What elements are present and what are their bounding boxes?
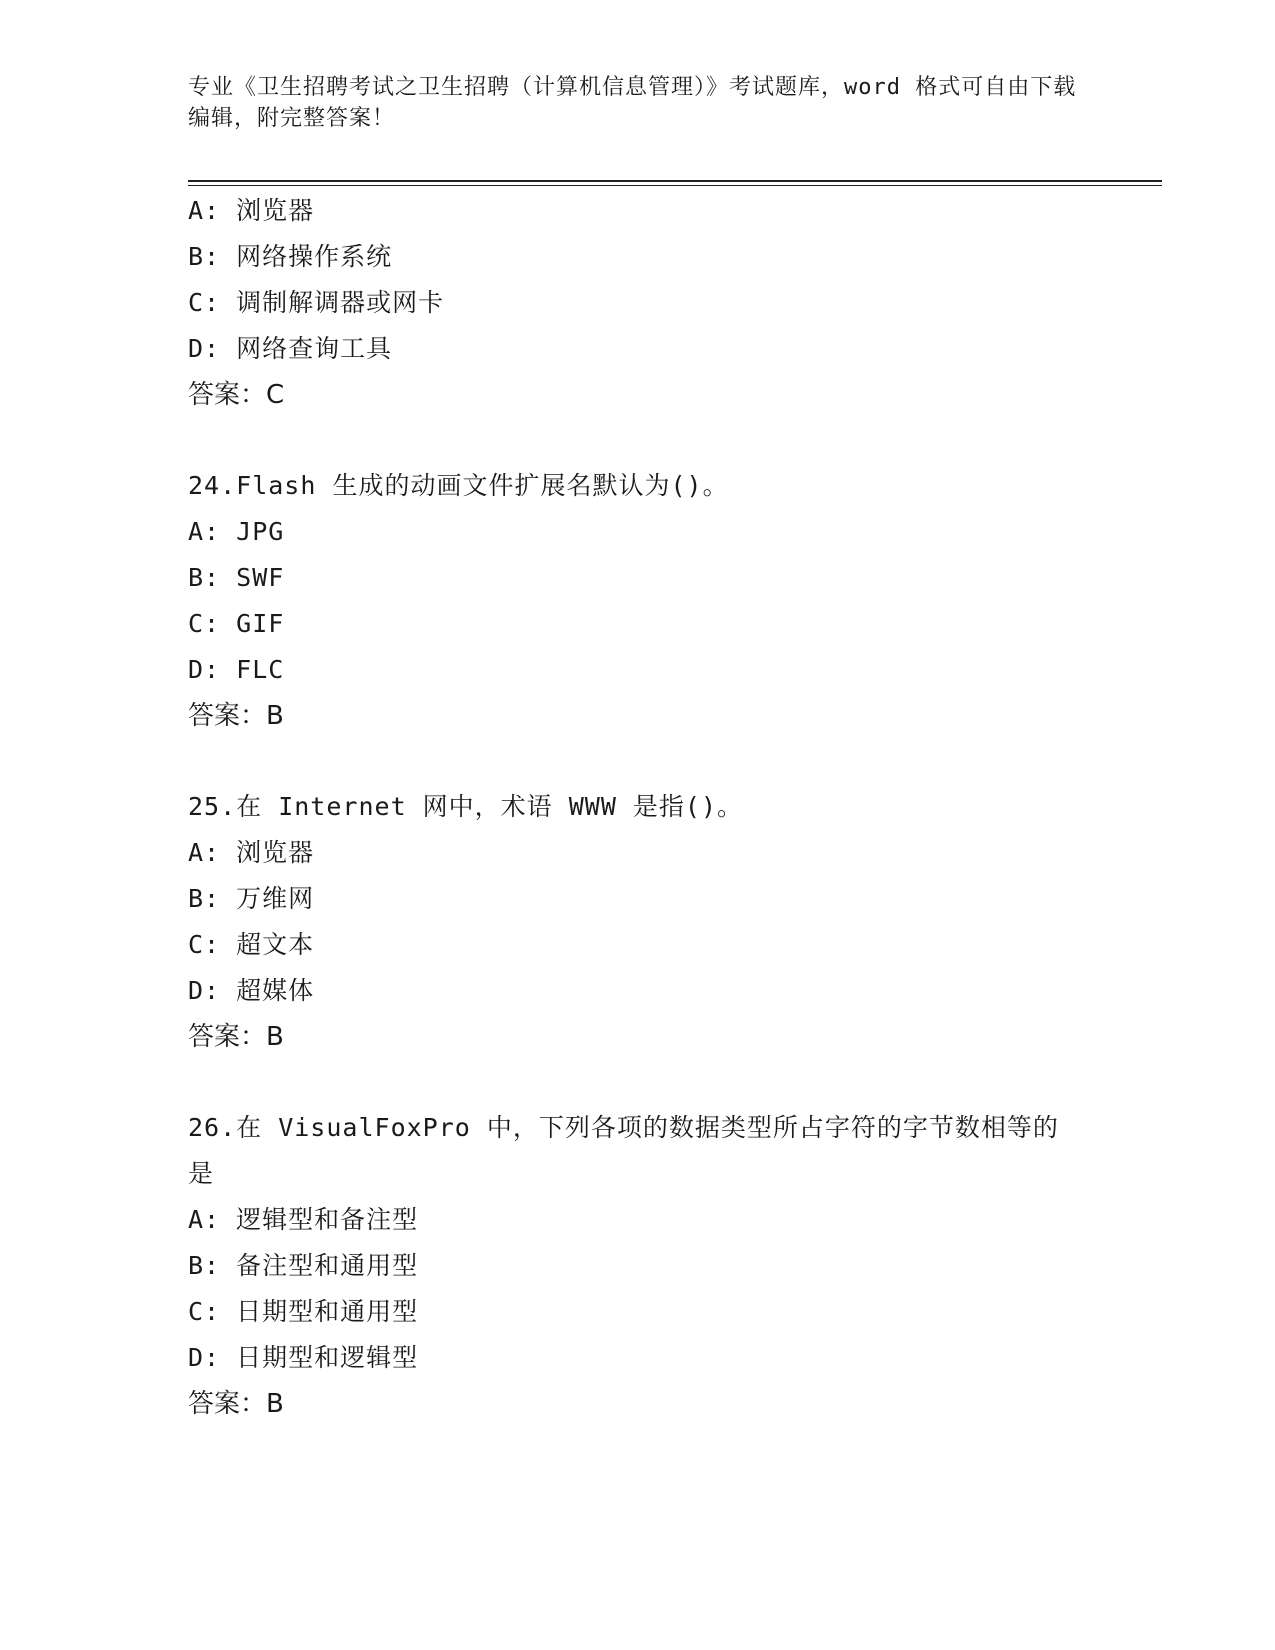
option-c: C: GIF	[188, 609, 285, 638]
question-stem: 26.在 VisualFoxPro 中，下列各项的数据类型所占字符的字节数相等的是	[188, 1113, 1059, 1188]
answer-line: 答案：B	[188, 1022, 284, 1052]
question-26-block	[188, 1105, 1088, 1427]
question-stem: 25.在 Internet 网中，术语 WWW 是指()。	[188, 792, 744, 821]
option-a: A: 浏览器	[188, 838, 315, 867]
spacer	[188, 1060, 1088, 1105]
option-d: D: 超媒体	[188, 976, 315, 1005]
option-c: C: 调制解调器或网卡	[188, 288, 445, 317]
spacer	[188, 739, 1088, 784]
question-list	[188, 188, 1088, 1427]
answer-line: 答案：B	[188, 1389, 284, 1419]
option-b: B: 万维网	[188, 884, 315, 913]
option-d: D: 日期型和逻辑型	[188, 1343, 419, 1372]
question-24-block	[188, 463, 1088, 739]
answer-line: 答案：B	[188, 701, 284, 731]
question-25-block	[188, 784, 1088, 1060]
question-stem: 24.Flash 生成的动画文件扩展名默认为()。	[188, 471, 729, 500]
option-c: C: 超文本	[188, 930, 315, 959]
option-d: D: FLC	[188, 655, 285, 684]
option-b: B: 备注型和通用型	[188, 1251, 419, 1280]
option-b: B: 网络操作系统	[188, 242, 393, 271]
spacer	[188, 418, 1088, 463]
header-divider-thick	[188, 180, 1162, 182]
answer-line: 答案：C	[188, 380, 285, 410]
document-header: 专业《卫生招聘考试之卫生招聘（计算机信息管理）》考试题库，word 格式可自由下载编辑，附完整答案！	[188, 75, 1077, 131]
option-a: A: JPG	[188, 517, 285, 546]
question-23-block	[188, 188, 1088, 418]
header-divider-thin	[188, 185, 1162, 186]
option-b: B: SWF	[188, 563, 285, 592]
option-a: A: 浏览器	[188, 196, 315, 225]
option-c: C: 日期型和通用型	[188, 1297, 419, 1326]
option-d: D: 网络查询工具	[188, 334, 393, 363]
option-a: A: 逻辑型和备注型	[188, 1205, 419, 1234]
